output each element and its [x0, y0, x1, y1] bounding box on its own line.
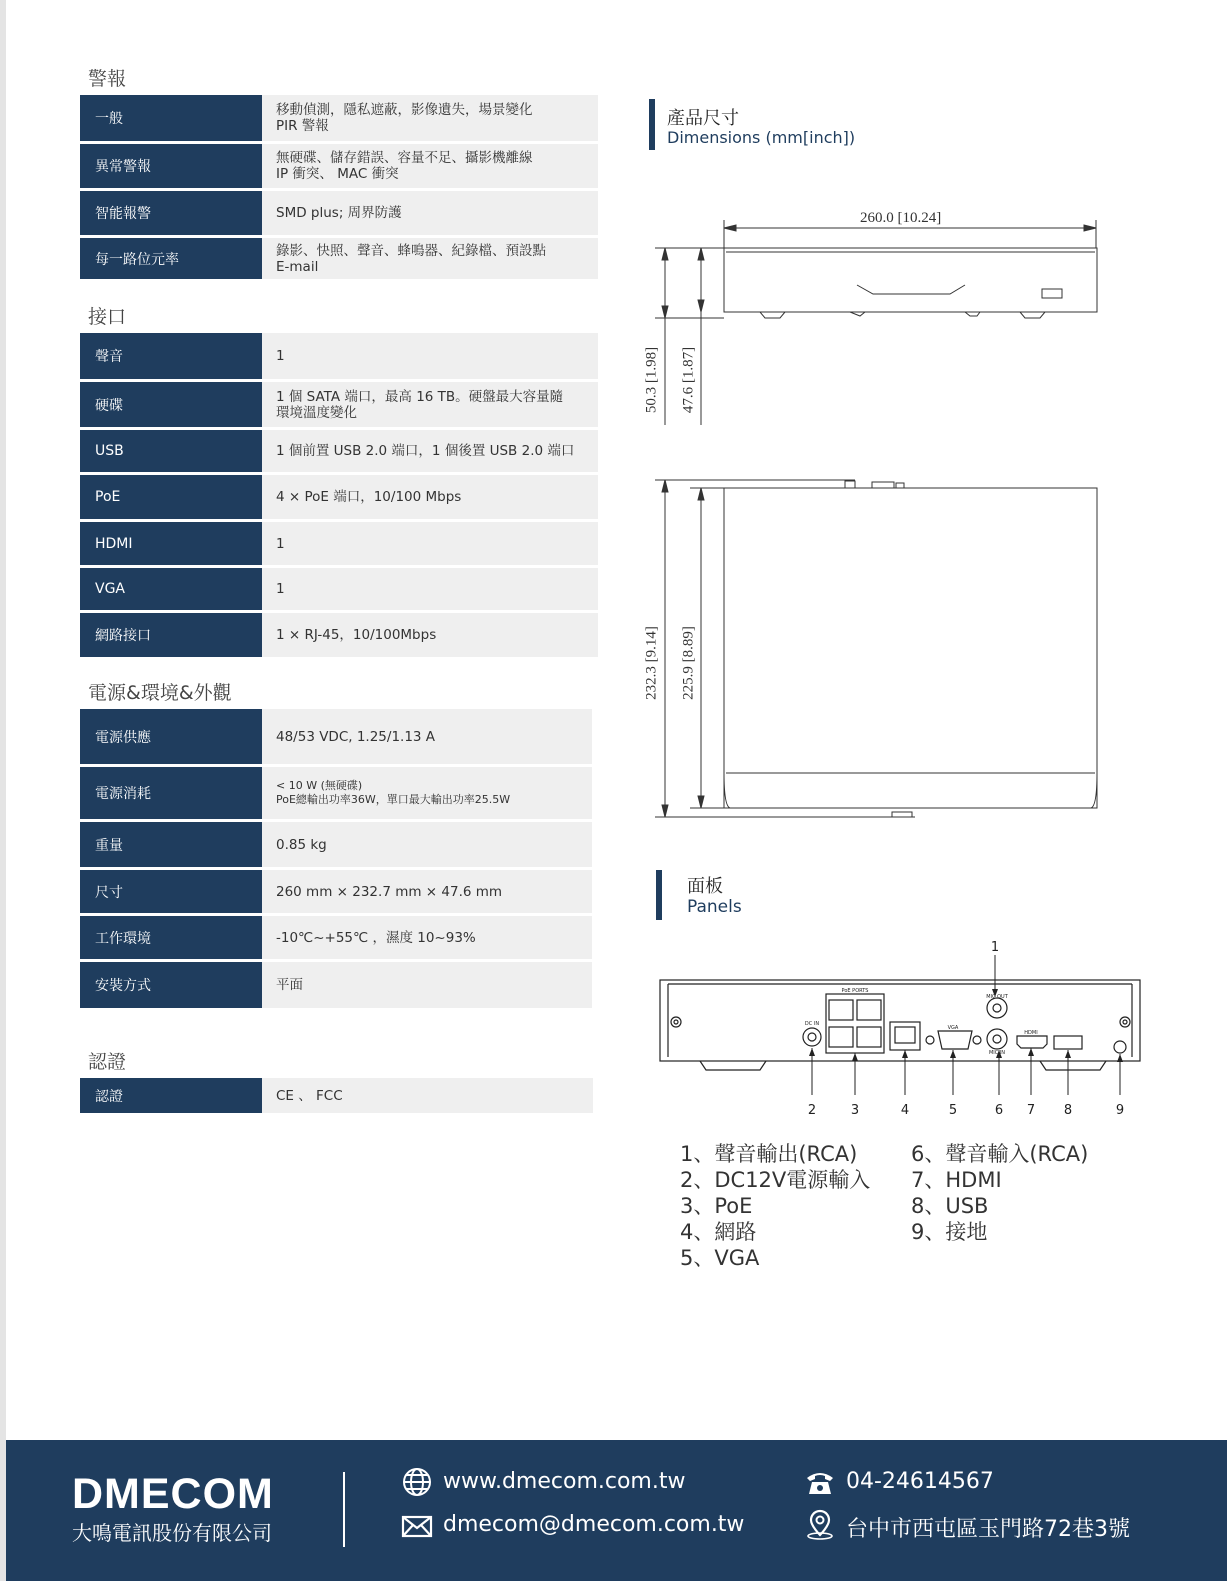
spec-key: 硬碟	[80, 382, 262, 427]
brand-logo: DMECOM	[72, 1470, 274, 1518]
spec-value: SMD plus; 周界防護	[262, 191, 598, 235]
section-title-cert: 認證	[88, 1051, 127, 1073]
panel-callout-number: 1	[990, 940, 1000, 955]
spec-value: 錄影、快照、聲音、蜂鳴器、紀錄檔、預設點 E-mail	[262, 238, 598, 279]
spec-key: HDMI	[80, 522, 262, 565]
spec-value: 48/53 VDC, 1.25/1.13 A	[262, 709, 592, 764]
spec-key: 網路接口	[80, 613, 262, 657]
spec-key: 工作環境	[80, 916, 262, 959]
spec-key: 異常警報	[80, 144, 262, 188]
panel-callout-number: 6	[994, 1103, 1004, 1118]
depth-outer-label: 232.3 [9.14]	[643, 626, 660, 700]
poe-port-label: PoE PORTS	[841, 988, 869, 994]
panel-callout-number: 8	[1063, 1103, 1073, 1118]
spec-value: 1 個前置 USB 2.0 端口，1 個後置 USB 2.0 端口	[262, 430, 598, 472]
dc-port-label: DC IN	[804, 1021, 820, 1027]
address: 台中市西屯區玉門路72巷3號	[846, 1517, 1130, 1542]
spec-key: 電源消耗	[80, 767, 262, 819]
dimensions-subtitle: Dimensions (mm[inch])	[667, 128, 856, 147]
panels-subtitle: Panels	[687, 897, 742, 917]
mail-icon	[401, 1510, 433, 1542]
spec-key: 電源供應	[80, 709, 262, 764]
company-name: 大鳴電訊股份有限公司	[72, 1521, 272, 1545]
email-link[interactable]: dmecom@dmecom.com.tw	[443, 1512, 745, 1537]
rear-panel-drawing	[0, 930, 1227, 1130]
spec-value: -10℃~+55℃ ，濕度 10~93%	[262, 916, 592, 959]
legend-item: 5、VGA	[680, 1246, 760, 1270]
mic-in-label: MIC IN	[988, 1050, 1006, 1056]
panels-title: 面板	[687, 876, 723, 897]
spec-key: VGA	[80, 568, 262, 610]
spec-value: CE 、 FCC	[262, 1078, 593, 1113]
spec-key: 重量	[80, 822, 262, 867]
phone-number: 04-24614567	[846, 1469, 994, 1494]
spec-value: 無硬碟、儲存錯誤、容量不足、攝影機離線 IP 衝突、 MAC 衝突	[262, 144, 598, 188]
panels-title-bar	[656, 870, 662, 920]
panel-legend-left	[680, 1141, 870, 1271]
spec-value: 移動偵測，隱私遮蔽，影像遺失，場景變化 PIR 警報	[262, 95, 598, 141]
spec-value: 0.85 kg	[262, 822, 592, 867]
legend-item: 7、HDMI	[911, 1168, 1002, 1192]
panel-callout-number: 7	[1026, 1103, 1036, 1118]
depth-inner-label: 225.9 [8.89]	[680, 626, 697, 700]
spec-key: PoE	[80, 475, 262, 519]
spec-key: 尺寸	[80, 870, 262, 913]
spec-value: 1 個 SATA 端口，最高 16 TB。硬盤最大容量隨 環境溫度變化	[262, 382, 598, 427]
spec-value: < 10 W (無硬碟) PoE總輸出功率36W，單口最大輸出功率25.5W	[262, 767, 592, 819]
spec-value: 4 × PoE 端口，10/100 Mbps	[262, 475, 598, 519]
panel-callout-number: 2	[807, 1103, 817, 1118]
panel-callout-number: 9	[1115, 1103, 1125, 1118]
spec-key: 一般	[80, 95, 262, 141]
mic-out-label: MIC OUT	[986, 994, 1008, 1000]
hdmi-port-label: HDMI	[1024, 1030, 1038, 1036]
section-title-alarm: 警報	[88, 68, 127, 90]
spec-key: USB	[80, 430, 262, 472]
spec-value: 1	[262, 522, 598, 565]
legend-item: 1、聲音輸出(RCA)	[680, 1142, 858, 1166]
legend-item: 4、網路	[680, 1220, 757, 1244]
spec-key: 智能報警	[80, 191, 262, 235]
spec-key: 每一路位元率	[80, 238, 262, 279]
spec-value: 平面	[262, 962, 592, 1008]
dimensions-title: 產品尺寸	[667, 108, 739, 129]
spec-key: 安裝方式	[80, 962, 262, 1008]
spec-value: 1 × RJ-45，10/100Mbps	[262, 613, 598, 657]
spec-key: 認證	[80, 1078, 262, 1113]
phone-icon	[804, 1466, 836, 1498]
legend-item: 3、PoE	[680, 1194, 753, 1218]
panel-callout-number: 3	[850, 1103, 860, 1118]
website-link[interactable]: www.dmecom.com.tw	[443, 1469, 686, 1494]
section-title-interface: 接口	[88, 306, 127, 328]
footer-divider	[343, 1472, 345, 1547]
vga-port-label: VGA	[947, 1025, 959, 1031]
legend-item: 2、DC12V電源輸入	[680, 1168, 871, 1192]
spec-value: 260 mm × 232.7 mm × 47.6 mm	[262, 870, 592, 913]
legend-item: 6、聲音輸入(RCA)	[911, 1142, 1089, 1166]
legend-item: 9、接地	[911, 1220, 988, 1244]
panel-callout-number: 5	[948, 1103, 958, 1118]
width-dimension-label: 260.0 [10.24]	[860, 210, 942, 226]
globe-icon	[401, 1466, 433, 1498]
legend-item: 8、USB	[911, 1194, 989, 1218]
location-icon	[804, 1508, 836, 1540]
height-inner-label: 47.6 [1.87]	[680, 346, 697, 414]
spec-value: 1	[262, 333, 598, 379]
height-outer-label: 50.3 [1.98]	[643, 346, 660, 414]
spec-value: 1	[262, 568, 598, 610]
spec-key: 聲音	[80, 333, 262, 379]
panel-legend-right	[911, 1141, 1088, 1245]
panel-callout-number: 4	[900, 1103, 910, 1118]
section-title-power: 電源&環境&外觀	[88, 682, 232, 704]
footer	[6, 1440, 1227, 1581]
